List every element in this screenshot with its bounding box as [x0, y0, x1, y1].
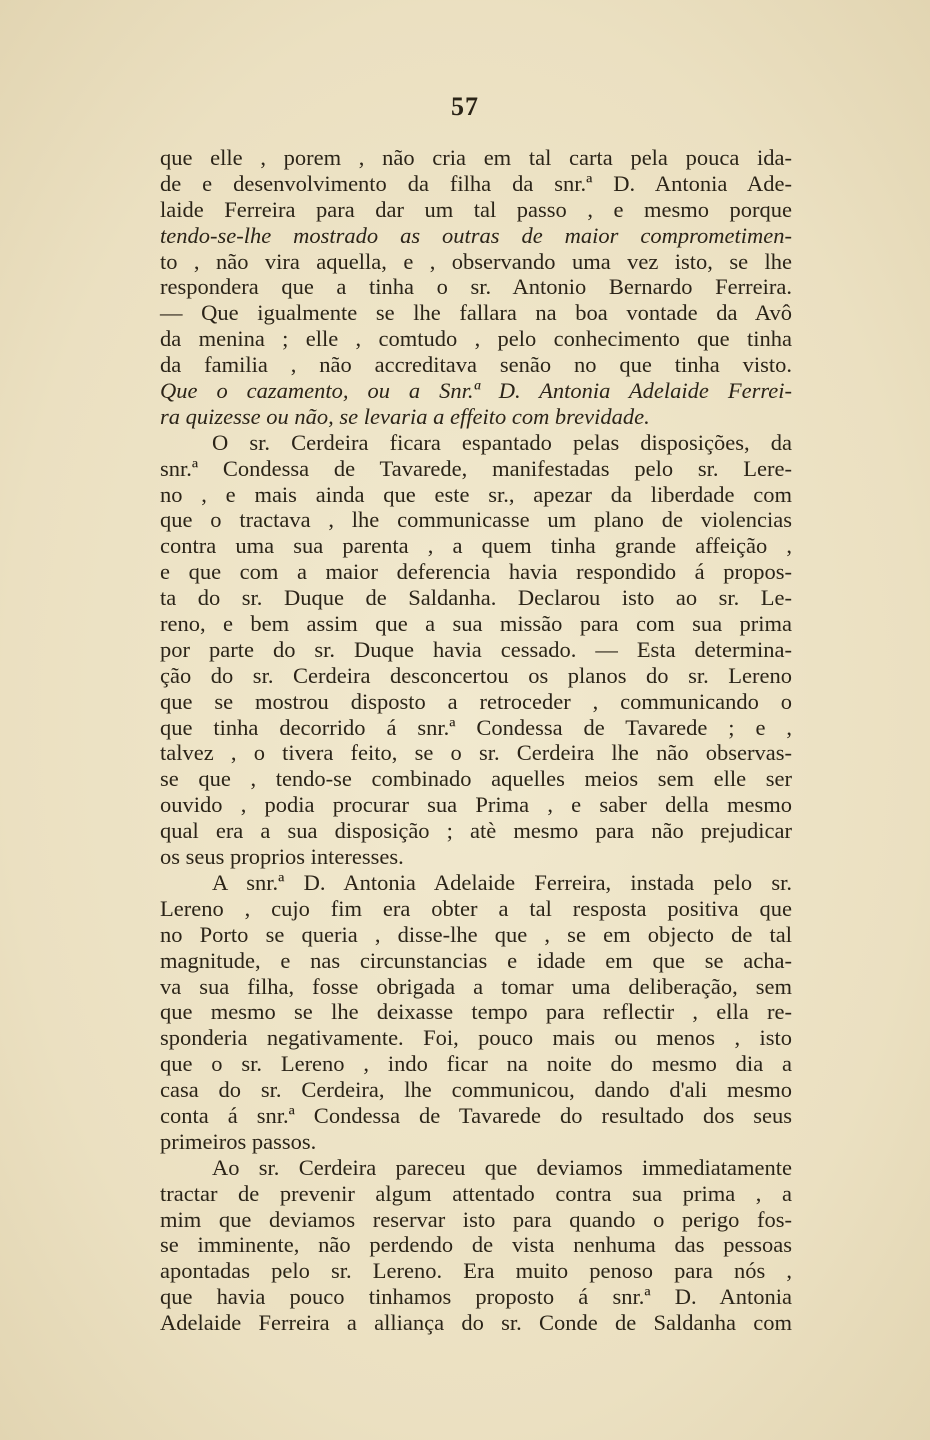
text-line: de e desenvolvimento da filha da snr.ª D. Antonia Ade- — [160, 170, 792, 196]
text-line: reno, e bem assim que a sua missão para com sua prima — [160, 611, 792, 637]
text-line: Que o cazamento, ou a Snr.ª D. Antonia Adelaide Ferrei- — [160, 378, 792, 404]
text-line: e que com a maior deferencia havia respondido á propos- — [160, 559, 792, 585]
text-line: que o tractava , lhe communicasse um plano de violencias — [160, 507, 792, 533]
text-line: sponderia negativamente. Foi, pouco mais ou menos , isto — [160, 1025, 792, 1051]
text-line: tractar de prevenir algum attentado contra sua prima , a — [160, 1180, 792, 1206]
text-line: que se mostrou disposto a retroceder , communicando o — [160, 688, 792, 714]
text-line: que elle , porem , não cria em tal carta pela pouca ida- — [160, 145, 792, 170]
text-line: que tinha decorrido á snr.ª Condessa de Tavarede ; e , — [160, 714, 792, 740]
body-text — [160, 145, 792, 1336]
text-line: snr.ª Condessa de Tavarede, manifestadas pelo sr. Lere- — [160, 455, 792, 481]
text-line: mim que deviamos reservar isto para quando o perigo fos- — [160, 1206, 792, 1232]
text-line: que havia pouco tinhamos proposto á snr.ª D. Antonia — [160, 1284, 792, 1310]
text-line: os seus proprios interesses. — [160, 844, 404, 870]
text-line: ra quizesse ou não, se levaria a effeito com brevidade. — [160, 403, 650, 429]
text-line: por parte do sr. Duque havia cessado. — Esta determina- — [160, 636, 792, 662]
text-line: to , não vira aquella, e , observando uma vez isto, se lhe — [160, 248, 792, 274]
text-line: magnitude, e nas circunstancias e idade em que se acha- — [160, 947, 792, 973]
text-line: Ao sr. Cerdeira pareceu que deviamos immediatamente — [212, 1154, 792, 1180]
text-line: Lereno , cujo fim era obter a tal resposta positiva que — [160, 895, 792, 921]
text-line: que o sr. Lereno , indo ficar na noite do mesmo dia a — [160, 1051, 792, 1077]
text-line: A snr.ª D. Antonia Adelaide Ferreira, instada pelo sr. — [212, 869, 792, 895]
text-line: laide Ferreira para dar um tal passo , e mesmo porque — [160, 196, 792, 222]
text-line: no , e mais ainda que este sr., apezar da liberdade com — [160, 481, 792, 507]
text-line: tendo-se-lhe mostrado as outras de maior comprometimen- — [160, 222, 792, 248]
text-line: se imminente, não perdendo de vista nenhuma das pessoas — [160, 1232, 792, 1258]
text-line: apontadas pelo sr. Lereno. Era muito penoso para nós , — [160, 1258, 792, 1284]
text-line: ta do sr. Duque de Saldanha. Declarou isto ao sr. Le- — [160, 585, 792, 611]
text-line: Adelaide Ferreira a alliança do sr. Conde de Saldanha com — [160, 1310, 792, 1336]
text-line: contra uma sua parenta , a quem tinha grande affeição , — [160, 533, 792, 559]
text-line: va sua filha, fosse obrigada a tomar uma deliberação, sem — [160, 973, 792, 999]
text-line: talvez , o tivera feito, se o sr. Cerdeira lhe não observas- — [160, 740, 792, 766]
text-line: casa do sr. Cerdeira, lhe communicou, dando d'ali mesmo — [160, 1077, 792, 1103]
text-line: O sr. Cerdeira ficara espantado pelas disposições, da — [212, 429, 792, 455]
text-line: — Que igualmente se lhe fallara na boa vontade da Avô — [160, 300, 792, 326]
text-line: da menina ; elle , comtudo , pelo conhecimento que tinha — [160, 326, 792, 352]
page-number: 57 — [451, 92, 479, 121]
text-line: conta á snr.ª Condessa de Tavarede do resultado dos seus — [160, 1102, 792, 1128]
text-line: respondera que a tinha o sr. Antonio Bernardo Ferreira. — [160, 274, 792, 300]
text-line: que mesmo se lhe deixasse tempo para reflectir , ella re- — [160, 999, 792, 1025]
text-line: primeiros passos. — [160, 1128, 317, 1154]
text-line: no Porto se queria , disse-lhe que , se em objecto de tal — [160, 921, 792, 947]
text-line: ção do sr. Cerdeira desconcertou os planos do sr. Lereno — [160, 662, 792, 688]
text-line: qual era a sua disposição ; atè mesmo para não prejudicar — [160, 818, 792, 844]
text-line: ouvido , podia procurar sua Prima , e saber della mesmo — [160, 792, 792, 818]
text-line: da familia , não accreditava senão no que tinha visto. — [160, 352, 792, 378]
text-line: se que , tendo-se combinado aquelles meios sem elle ser — [160, 766, 792, 792]
